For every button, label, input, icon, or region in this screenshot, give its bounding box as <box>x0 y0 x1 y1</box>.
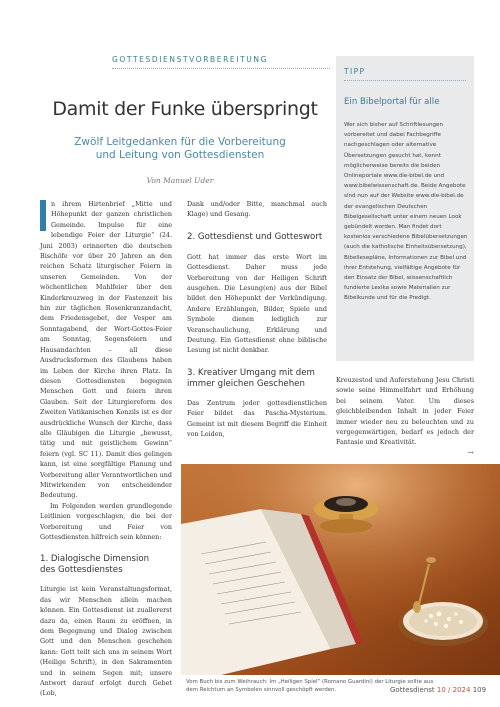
section-1-paragraph: Liturgie ist kein Veranstaltungsformat, das wir Menschen allein machen können. Ein Gottesdienst ist zuallererst dazu da, einen Raum zu eröffnen, in dem Begegnung und Dialog zwischen Gott und den Menschen geschehen kann: Gott teilt sich uns in seinem Wort (Heilige Schrift), in den Sakramenten und in seinem Segen mit; unsere Antwort darauf erfolgt durch Gebet (Lob, <box>40 585 172 698</box>
tip-body: Wer sich bisher auf Schriftlesungen vorbereitet und dabei Fachbegriffe nachgeschlagen oder alternative Übersetzungen gesucht hat, kennt möglicherweise bereits die beiden Onlineportale www.die-bibel.de und www.bibelwissenschaft.de. Beide Angebote sind nun auf der Website www.die-bibel.de der evangelischen Deutschen Bibelgesellschaft unter einem neuen Look gebündelt worden. Man findet dort kostenlos verschiedene Bibelübersetzungen (auch die katholische Einheitsübersetzung), Bibellesepläne, Informationen zur Bibel und ihrer Entstehung, vielfältige Angebote für den Einsatz der Bibel, wissenschaftlich fundierte Lexika sowie Materialien zur Bibelkunde und für die Predigt. <box>344 122 468 302</box>
heading-2: 2. Gottesdienst und Gotteswort <box>187 231 323 242</box>
column-2 <box>187 199 327 440</box>
column-1 <box>40 199 172 699</box>
section-kicker: GOTTESDIENSTVORBEREITUNG <box>112 55 268 64</box>
section-3-paragraph: Das Zentrum jeder gottesdienstlichen Feier bildet das Pascha-Mysterium. Gemeint ist mit diesem Begriff die Einheit von Leiden, <box>187 398 327 439</box>
page-number: 109 <box>472 686 487 694</box>
section-2-paragraph: Gott hat immer das erste Wort im Gottesdienst. Daher muss jede Vorbereitung von der Heiligen Schrift ausgehen. Die Lesung(en) aus der Bibel bildet den Höhepunkt der Verkündigung. Andere Erzählungen, Bilder, Spiele und Symbole dienen lediglich zur Veranschaulichung, Erklärung und Deutung. Ein Gottesdienst ohne biblische Lesung ist nicht denkbar. <box>187 252 327 355</box>
kicker-divider <box>112 68 330 69</box>
intro-paragraph: n ihrem Hirtenbrief „Mitte und Höhepunkt der ganzen christlichen Gemeinde. Impulse für eine lebendige Feier der Liturgie“ (24. Juni 2003) erinnerten die deutschen Bischöfe vor über 20 Jahren an den reichen Schatz liturgischer Feiern in unseren Gemeinden. Von der wöchentlichen Mahlfeier über den Kinderkreuzweg in der Fastenzeit bis hin zur täglichen Rosenkranzandacht, dem Friedensgebet, der Vesper am Sonntagabend, der Wort-Gottes-Feier am Sonntag, Segensfeiern und Hausandachten – all diese Ausdrucksformen des Glaubens haben im Leben der Kirche ihren Platz. In diesen Gottesdiensten begegnen Menschen Gott und feiern ihren Glauben. Seit der Liturgiereform des Zweiten Vatikanischen Konzils ist es der ausdrückliche Wunsch der Kirche, dass alle Gläubigen die Liturgie „bewusst, tätig und mit geistlichem Gewinn“ feiern (vgl. SC 11). Damit dies gelingen kann, ist eine sorgfältige Planung und Vorbereitung aller Verantwortlichen und Mitwirkenden von entscheidender Bedeutung. <box>40 200 172 500</box>
article-subtitle: Zwölf Leitgedanken für die Vorbereitung und Leitung von Gottesdiensten <box>74 136 286 161</box>
author-byline: Von Manuel Uder <box>146 176 214 185</box>
heading-3: 3. Kreativer Umgang mit dem immer gleichen Geschehen <box>187 367 315 389</box>
liturgy-photo <box>181 464 500 675</box>
article-title: Damit der Funke überspringt <box>52 98 318 120</box>
magazine-name: Gottesdienst <box>390 686 435 694</box>
continued-paragraph: Dank und/oder Bitte, manchmal auch Klage) und Gesang. <box>187 200 327 219</box>
continue-arrow-icon: → <box>467 447 474 457</box>
tip-label: TIPP <box>344 67 366 76</box>
continued-paragraph-3: Kreuzestod und Auferstehung Jesu Christi sowie seine Himmelfahrt und Erhöhung bei seinem Vater. Um dieses gleichbleibenden Inhalt in jeder Feier immer wieder neu zu beleuchten und zu vergegenwärtigen, bedarf es jedoch der Fantasie und Kreativität. <box>336 376 474 447</box>
photo-caption: Vom Buch bis zum Weihrauch: Im „Heiligen Spiel“ (Romano Guardini) der Liturgie sollte aus dem Reichtum an Symbolen sinnvoll geschöpft werden. <box>186 679 434 693</box>
heading-1: 1. Dialogische Dimension des Gottesdienstes <box>40 554 150 576</box>
tip-title: Ein Bibelportal für alle <box>344 97 440 107</box>
tip-divider <box>344 80 466 81</box>
dropcap-bar <box>40 200 46 231</box>
page-footer <box>390 686 486 694</box>
issue-number: 10 / 2024 <box>436 686 471 694</box>
incense-and-book-image <box>181 464 500 675</box>
column-3 <box>336 375 474 458</box>
lead-in-paragraph: Im Folgenden werden grundlegende Leitlinien vorgeschlagen, die bei der Vorbereitung und Feier von Gottesdiensten hilfreich sein können: <box>40 501 172 541</box>
